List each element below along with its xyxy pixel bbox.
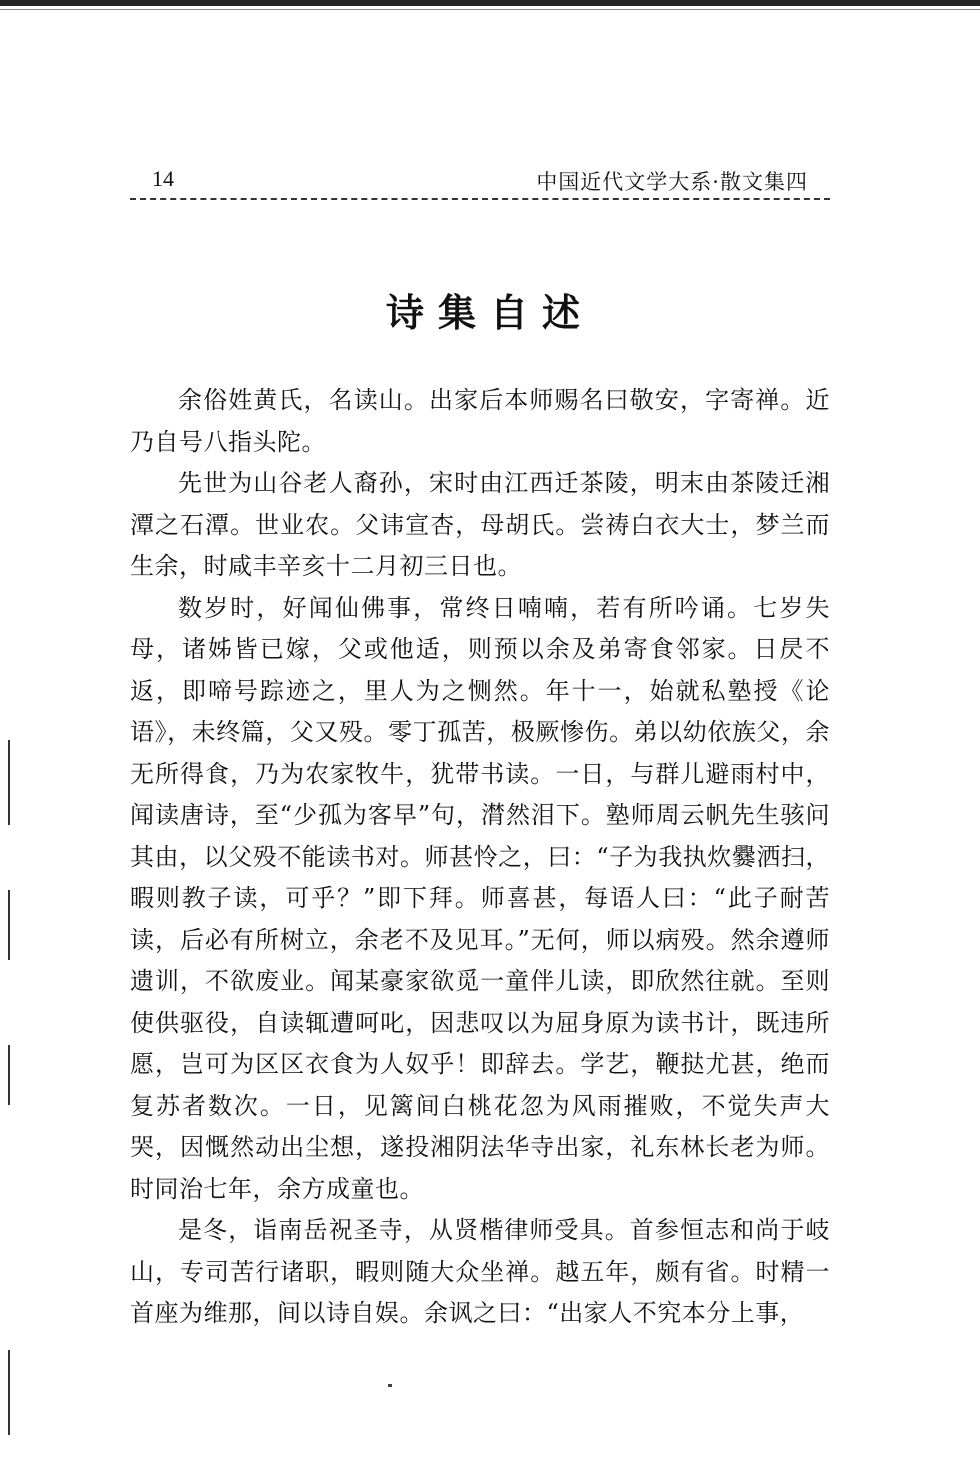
running-head — [130, 162, 830, 202]
page-number: 14 — [152, 166, 174, 191]
paragraph-2: 先世为山谷老人裔孙，宋时由江西迁茶陵，明末由茶陵迁湘潭之石潭。世业农。父讳宣杏，母胡氏。尝祷白衣大士，梦兰而生余，时咸丰辛亥十二月初三日也。 — [130, 469, 830, 580]
header-rule — [130, 198, 830, 200]
paragraph-3: 数岁时，好闻仙佛事，常终日喃喃，若有所吟诵。七岁失母，诸姊皆已嫁，父或他适，则预以余及弟寄食邻家。日昃不返，即啼号踪迹之，里人为之恻然。年十一，始就私塾授《论语》，未终篇，父又殁。零丁孤苦，极厥惨伤。弟以幼依族父，余无所得食，乃为农家牧牛，犹带书读。一日，与群儿避雨村中，闻读唐诗，至“少孤为客早”句，潸然泪下。塾师周云帆先生骇问其由，以父殁不能读书对。师甚怜之，曰：“子为我执炊爨洒扫，暇则教子读，可乎？”即下拜。师喜甚，每语人曰：“此子耐苦读，后必有所树立，余老不及见耳。”无何，师以病殁。然余遵师遗训，不欲废业。闻某豪家欲觅一童伴儿读，即欣然往就。至则使供驱役，自读辄遭呵叱，因悲叹以为屈身原为读书计，既违所愿，岂可为区区衣食为人奴乎！即辞去。学艺，鞭挞尤甚，绝而复苏者数次。一日，见篱间白桃花忽为风雨摧败，不觉失声大哭，因慨然动出尘想，遂投湘阴法华寺出家，礼东林长老为师。时同治七年，余方成童也。 — [130, 593, 830, 1203]
essay-title: 诗集自述 — [385, 290, 594, 335]
book-title: 中国近代文学大系·散文集四 — [536, 170, 808, 194]
page-top-edge-line — [0, 9, 980, 10]
scan-margin-mark — [8, 890, 10, 960]
scan-speck — [388, 1384, 392, 1387]
scan-margin-mark — [8, 740, 10, 825]
paragraph-1: 余俗姓黄氏，名读山。出家后本师赐名曰敬安，字寄禅。近乃自号八指头陀。 — [130, 386, 830, 456]
scan-margin-mark — [8, 1350, 10, 1435]
page-top-edge — [0, 0, 980, 6]
scan-margin-mark — [8, 1045, 10, 1105]
essay-body — [130, 380, 830, 1335]
paragraph-4: 是冬，诣南岳祝圣寺，从贤楷律师受具。首参恒志和尚于岐山，专司苦行诸职，暇则随大众坐禅。越五年，颇有省。时精一首座为维那，间以诗自娱。余讽之曰：“出家人不究本分上事， — [130, 1216, 830, 1327]
